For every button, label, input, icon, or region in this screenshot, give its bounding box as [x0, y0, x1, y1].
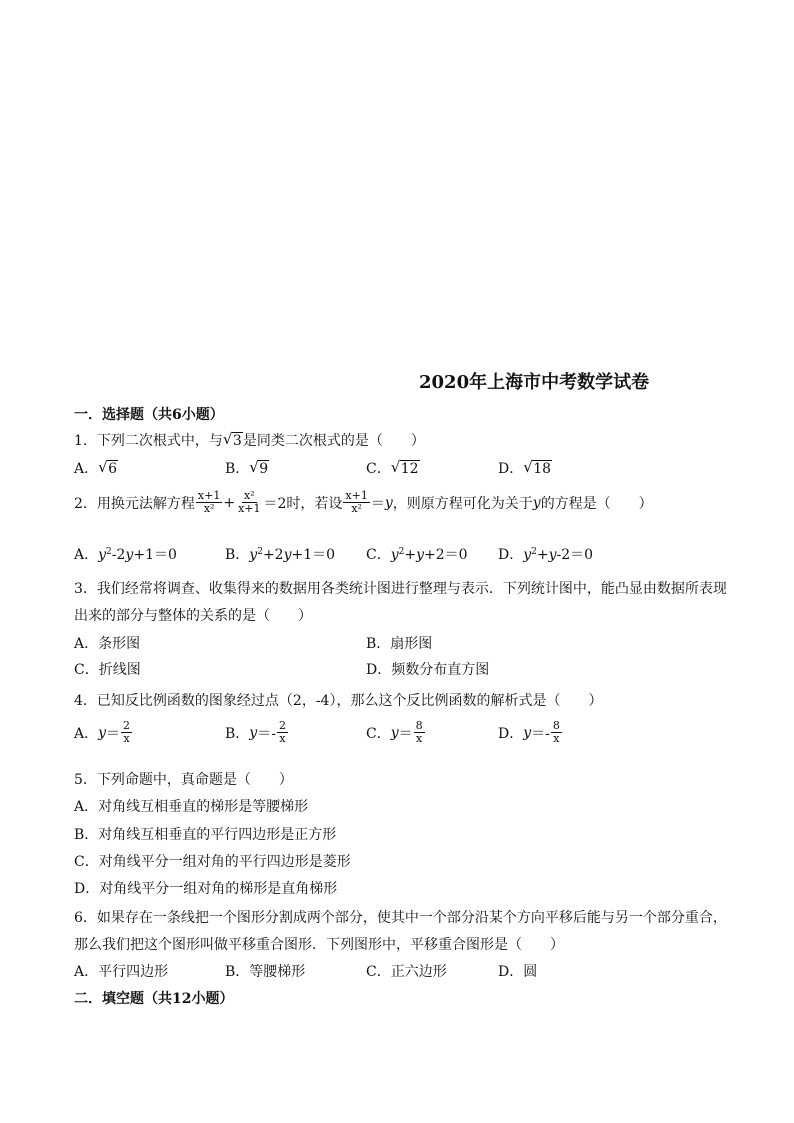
option-letter: A． — [74, 461, 99, 477]
equals-sign: ＝- — [257, 725, 276, 742]
fraction — [196, 490, 222, 515]
question-6-line-2: 那么我们把这个图形叫做平移重合图形．下列图形中，平移重合图形是（ ） — [74, 937, 564, 953]
fraction-denominator: x² — [203, 502, 215, 515]
option-1a — [74, 458, 118, 478]
option-1c — [366, 458, 420, 478]
fraction-denominator: x — [553, 732, 560, 745]
option-letter: B． — [225, 461, 250, 477]
section-heading-choice: 一．选择题（共6小题） — [74, 407, 224, 423]
radicand: 6 — [108, 461, 118, 477]
option-letter: D． — [498, 547, 524, 563]
option-6b: B．等腰梯形 — [225, 964, 306, 980]
option-letter: D． — [498, 461, 524, 477]
question-2-prefix: 2．用换元法解方程 — [74, 495, 195, 512]
option-4c — [366, 720, 426, 745]
radicand: 12 — [400, 461, 419, 477]
radicand: 9 — [259, 461, 269, 477]
variable: y — [249, 724, 258, 741]
option-4d — [498, 720, 563, 745]
fraction-denominator: x² — [351, 502, 362, 515]
equals-sign: ＝ — [398, 725, 413, 742]
fraction — [551, 720, 562, 745]
fraction — [236, 490, 262, 515]
option-2d — [498, 544, 593, 564]
variable: y — [390, 724, 399, 741]
fraction-numerator: x+1 — [197, 489, 221, 502]
option-3c: C．折线图 — [74, 662, 141, 678]
exponent: 2 — [257, 547, 263, 557]
term: +1＝0 — [133, 547, 177, 563]
sqrt-symbol: √ 12 — [390, 458, 419, 477]
fraction — [343, 490, 369, 515]
fraction-numerator: 8 — [415, 719, 423, 732]
variable: y — [416, 547, 425, 563]
term: -2＝0 — [556, 547, 594, 563]
option-4a — [74, 720, 133, 745]
term: + — [536, 547, 549, 563]
variable: y — [98, 724, 107, 741]
option-5b: B．对角线互相垂直的平行四边形是正方形 — [74, 827, 337, 843]
fraction — [277, 720, 288, 745]
option-3a: A．条形图 — [74, 636, 141, 652]
term: + — [404, 547, 417, 563]
variable: y — [384, 494, 393, 511]
plus-sign: + — [223, 494, 236, 511]
option-1d — [498, 458, 552, 478]
variable: y — [523, 724, 532, 741]
radicand: 3 — [232, 433, 242, 449]
sqrt-symbol: √ 3 — [222, 430, 242, 449]
option-letter: C． — [366, 461, 391, 477]
sqrt-symbol: √ 9 — [249, 458, 269, 477]
option-letter: C． — [366, 725, 391, 742]
fraction-numerator: x² — [243, 489, 255, 502]
question-3-line-1: 3．我们经常将调查、收集得来的数据用各类统计图进行整理与表示．下列统计图中，能凸显由数据所表现 — [74, 581, 727, 597]
exponent: 2 — [398, 547, 405, 557]
fraction — [121, 720, 132, 745]
term: +2 — [262, 547, 284, 563]
fraction-numerator: 2 — [123, 719, 131, 732]
option-letter: B． — [225, 725, 250, 742]
equals-sign: ＝ — [370, 495, 385, 512]
variable: y — [125, 547, 134, 563]
option-2a — [74, 544, 177, 564]
variable: y — [390, 547, 399, 563]
option-6d: D．圆 — [498, 964, 538, 980]
option-5d: D．对角线平分一组对角的梯形是直角梯形 — [74, 881, 338, 897]
option-2b — [225, 544, 335, 564]
fraction-denominator: x — [123, 732, 130, 745]
option-1b — [225, 458, 269, 478]
option-letter: D． — [498, 725, 524, 742]
exponent: 2 — [531, 547, 537, 557]
term: +2＝0 — [424, 547, 468, 563]
option-letter: C． — [366, 547, 391, 563]
question-1-prefix: 1．下列二次根式中，与 — [74, 433, 223, 449]
fraction-denominator: x — [416, 732, 423, 745]
option-letter: B． — [225, 547, 250, 563]
fraction-numerator: 2 — [278, 719, 286, 732]
question-3-line-2: 出来的部分与整体的关系的是（ ） — [74, 608, 312, 624]
fraction-denominator: x — [279, 732, 286, 745]
page-title: 2020年上海市中考数学试卷 — [419, 372, 650, 393]
term: +1＝0 — [291, 547, 336, 563]
variable: y — [283, 547, 292, 563]
fraction-numerator: x+1 — [345, 489, 368, 502]
question-1 — [74, 430, 425, 450]
sqrt-symbol: √ 6 — [98, 458, 118, 477]
option-6a: A．平行四边形 — [74, 964, 169, 980]
question-1-suffix: 是同类二次根式的是（ ） — [242, 433, 425, 449]
question-2-suffix: 的方程是（ ） — [540, 495, 653, 512]
question-4: 4．已知反比例函数的图象经过点（2，-4），那么这个反比例函数的解析式是（ ） — [74, 693, 603, 709]
section-heading-fill: 二．填空题（共12小题） — [74, 991, 234, 1007]
exponent: 2 — [106, 547, 112, 557]
option-3b: B．扇形图 — [366, 636, 433, 652]
variable: y — [98, 547, 107, 563]
fraction — [414, 720, 425, 745]
option-5a: A．对角线互相垂直的梯形是等腰梯形 — [74, 799, 309, 815]
equals-sign: ＝- — [531, 725, 550, 742]
option-letter: A． — [74, 547, 99, 563]
variable: y — [249, 547, 258, 563]
option-6c: C．正六边形 — [366, 964, 447, 980]
fraction-denominator: x+1 — [238, 502, 261, 515]
question-5: 5．下列命题中，真命题是（ ） — [74, 772, 293, 788]
variable: y — [523, 547, 532, 563]
variable: y — [548, 547, 557, 563]
term: -2 — [111, 547, 126, 563]
option-5c: C．对角线平分一组对角的平行四边形是菱形 — [74, 854, 351, 870]
variable: y — [532, 494, 541, 511]
equals-sign: ＝ — [106, 725, 121, 742]
radicand: 18 — [533, 461, 552, 477]
question-6-line-1: 6．如果存在一条线把一个图形分割成两个部分，使其中一个部分沿某个方向平移后能与另一个部分重合， — [74, 910, 727, 926]
option-letter: A． — [74, 725, 99, 742]
question-2-middle: ＝2时，若设 — [263, 495, 343, 512]
option-4b — [225, 720, 289, 745]
question-2 — [74, 490, 653, 515]
fraction-numerator: 8 — [552, 719, 560, 732]
option-3d: D．频数分布直方图 — [366, 662, 490, 678]
option-2c — [366, 544, 468, 564]
sqrt-symbol: √ 18 — [523, 458, 552, 477]
question-2-text: ，则原方程可化为关于 — [392, 495, 533, 512]
